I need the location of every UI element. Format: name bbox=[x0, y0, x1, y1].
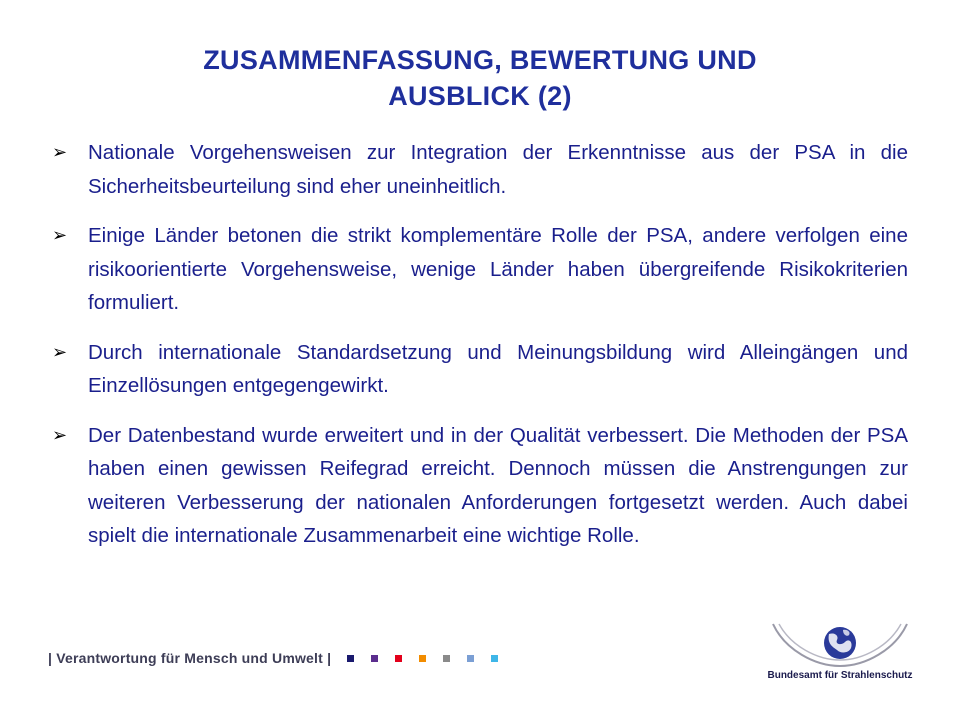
color-square bbox=[467, 655, 474, 662]
color-square bbox=[419, 655, 426, 662]
title-line-1: ZUSAMMENFASSUNG, BEWERTUNG UND bbox=[203, 45, 757, 75]
bullet-text: Durch internationale Standardsetzung und Meinungsbildung wird Alleingängen und Einzellösungen entgegengewirkt. bbox=[88, 340, 908, 397]
bullet-item bbox=[52, 336, 908, 403]
arrow-bullet-icon: ➢ bbox=[52, 225, 68, 245]
bullet-item bbox=[52, 219, 908, 320]
logo-text: Bundesamt für Strahlenschutz bbox=[767, 670, 913, 681]
bullet-text: Einige Länder betonen die strikt komplementäre Rolle der PSA, andere verfolgen eine risikoorientierte Vorgehensweise, wenige Länder haben übergreifende Risikokriterien formuliert. bbox=[88, 224, 908, 314]
color-square bbox=[443, 655, 450, 662]
globe-icon bbox=[765, 620, 915, 670]
slide-title bbox=[60, 42, 900, 114]
bullet-item bbox=[52, 419, 908, 553]
title-line-2: AUSBLICK (2) bbox=[388, 81, 572, 111]
color-square bbox=[371, 655, 378, 662]
footer-color-squares bbox=[347, 655, 515, 662]
arrow-bullet-icon: ➢ bbox=[52, 142, 68, 162]
color-square bbox=[491, 655, 498, 662]
bullet-text: Der Datenbestand wurde erweitert und in der Qualität verbessert. Die Methoden der PSA haben einen gewissen Reifegrad erreicht. Dennoch müssen die Anstrengungen zur weiteren Verbesserung der nationalen Anforderungen fortgesetzt werden. Auch dabei spielt die internationale Zusammenarbeit eine wichtige Rolle. bbox=[88, 423, 908, 547]
arrow-bullet-icon: ➢ bbox=[52, 424, 68, 445]
bfs-logo bbox=[765, 620, 915, 690]
color-square bbox=[395, 655, 402, 662]
arrow-bullet-icon: ➢ bbox=[52, 341, 68, 362]
bullet-list bbox=[52, 136, 908, 569]
bullet-text: Nationale Vorgehensweisen zur Integration der Erkenntnisse aus der PSA in die Sicherheitsbeurteilung sind eher uneinheitlich. bbox=[88, 141, 908, 198]
footer bbox=[48, 648, 515, 668]
footer-slogan: | Verantwortung für Mensch und Umwelt | bbox=[48, 650, 332, 666]
bullet-item bbox=[52, 136, 908, 203]
color-square bbox=[347, 655, 354, 662]
